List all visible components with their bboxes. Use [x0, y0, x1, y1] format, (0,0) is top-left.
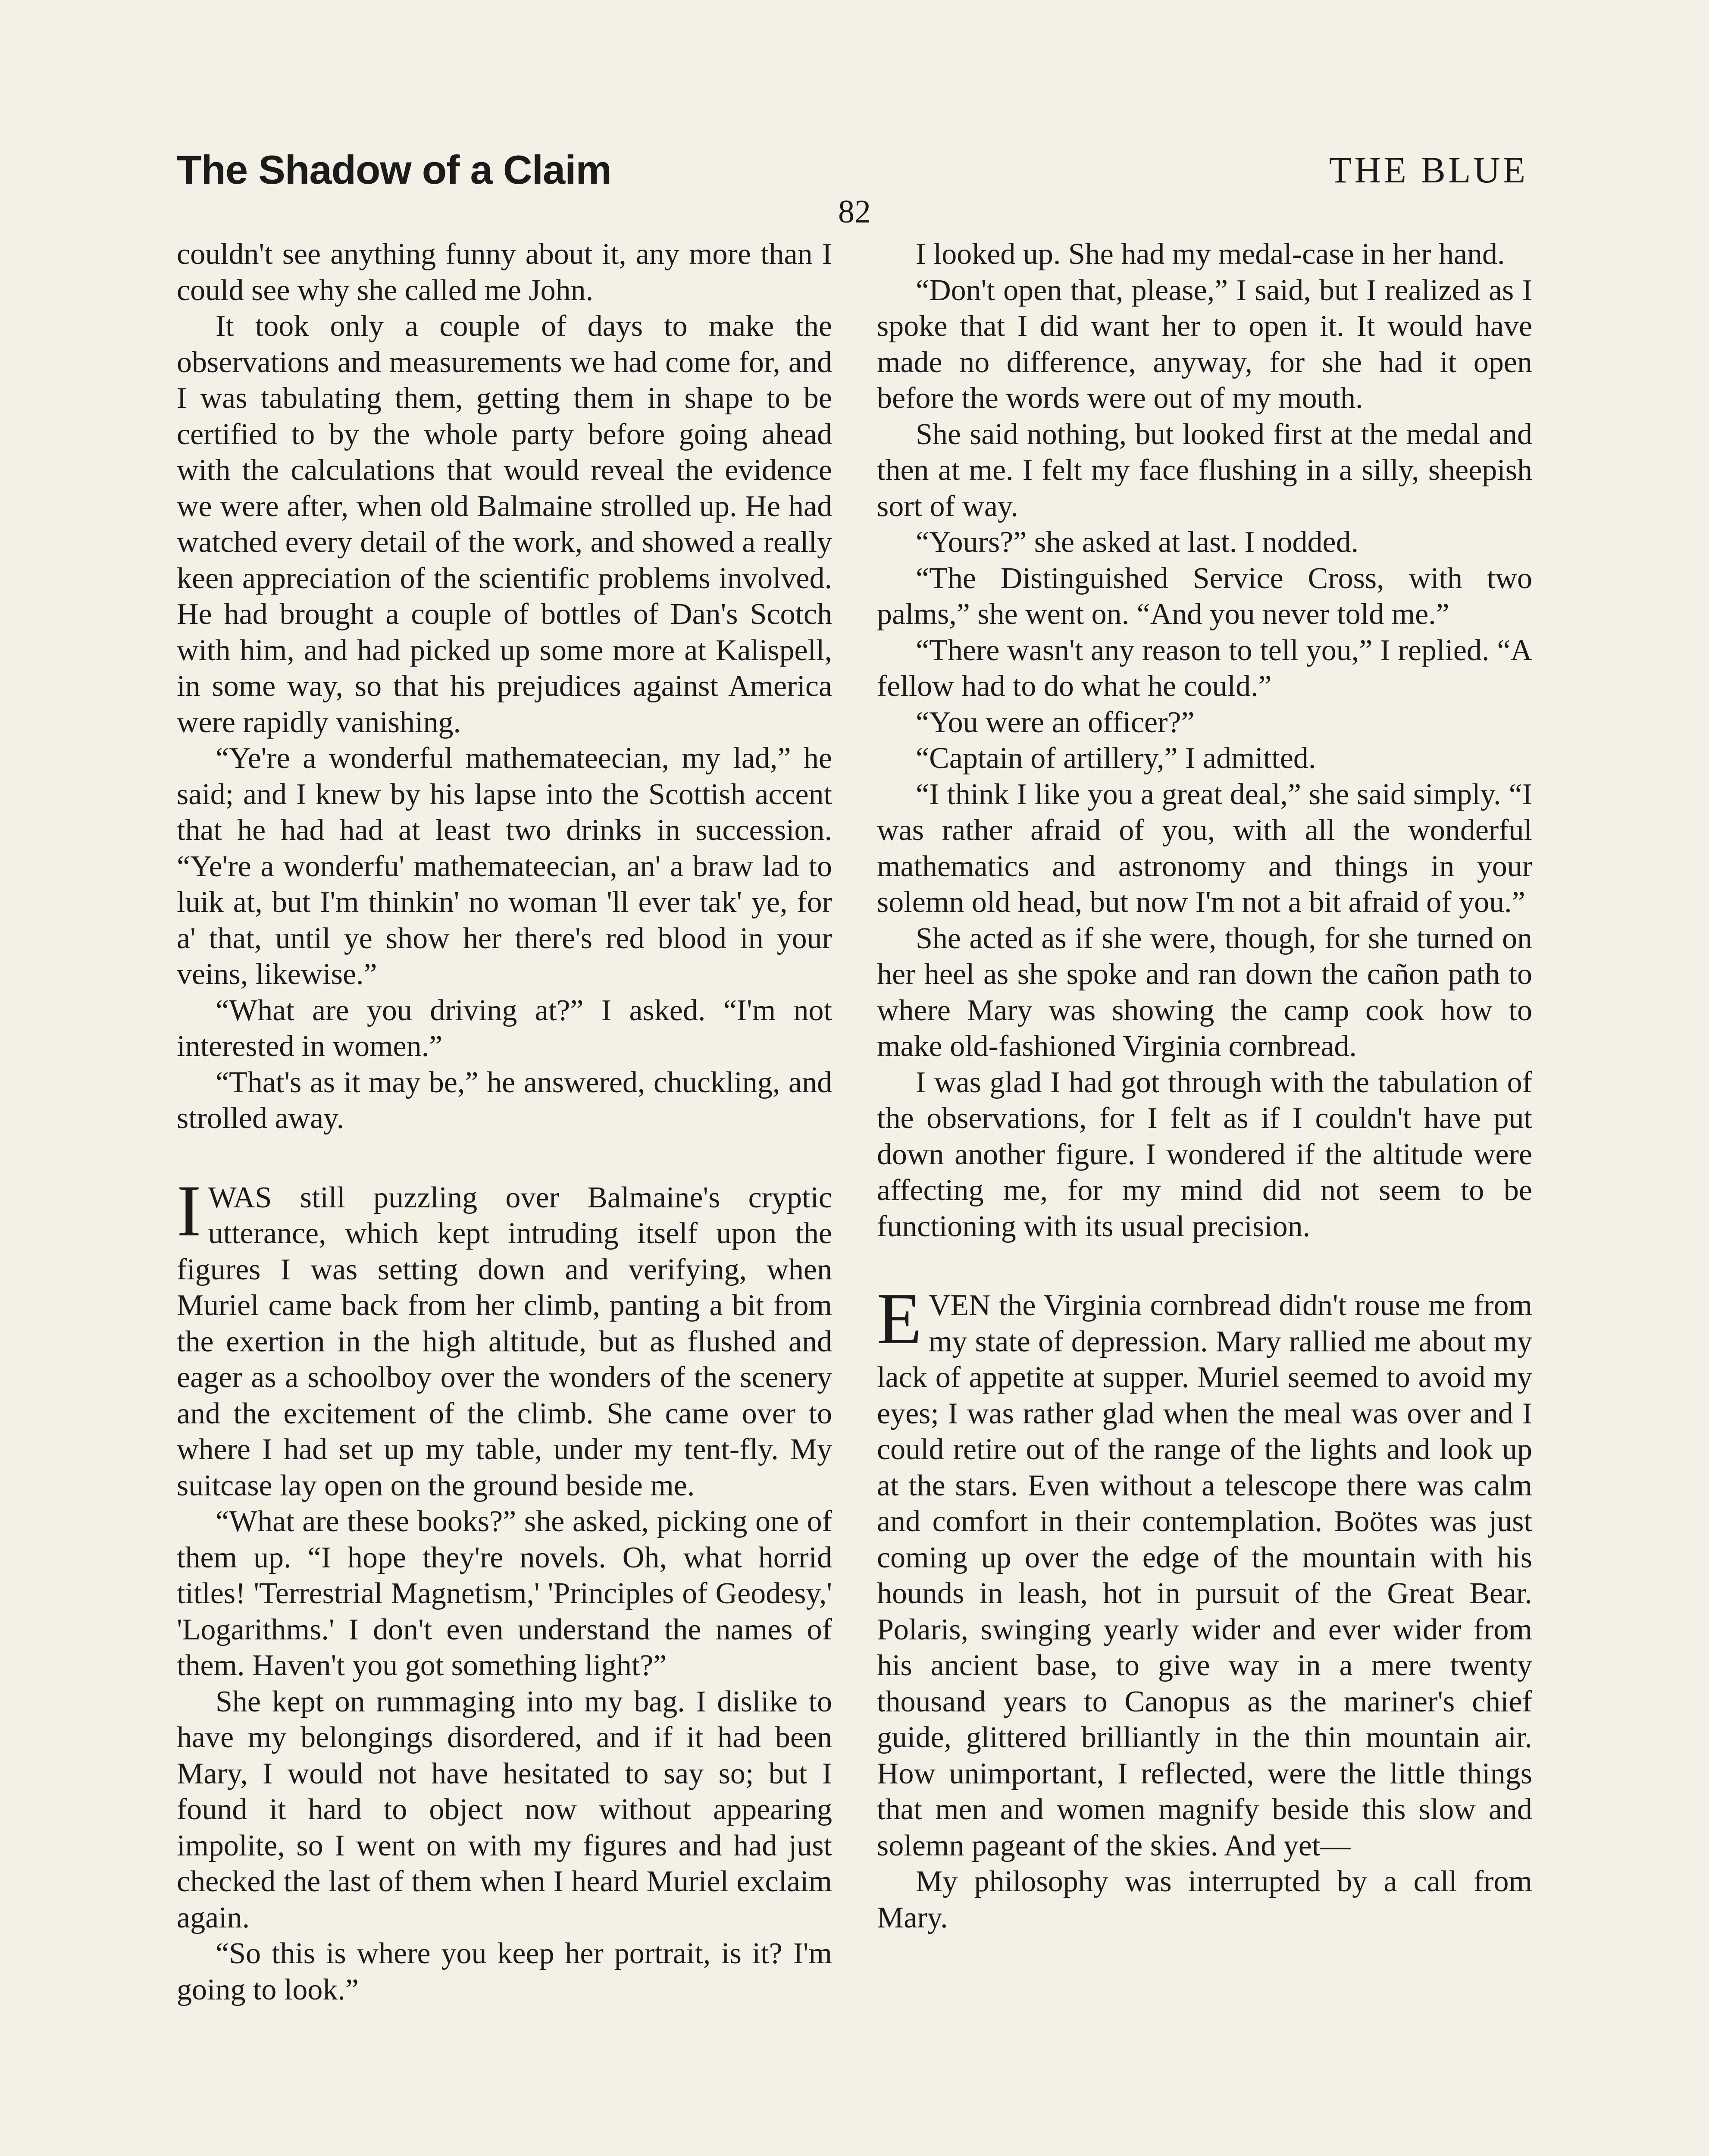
right-column: [877, 236, 1532, 1936]
drop-cap: E: [877, 1278, 922, 1359]
section-opening-text: WAS still puzzling over Balmaine's cryptic utterance, which kept intruding itself upon the figures I was setting down and verifying, when Muriel came back from her climb, panting a bit from the exertion in the high altitude, but as flushed and eager as a schoolboy over the wonders of the scenery and the excitement of the climb. She came over to where I had set up my table, under my tent-fly. My suitcase lay open on the ground beside me.: [177, 1181, 832, 1502]
story-title: The Shadow of a Claim: [177, 147, 611, 192]
left-column: [177, 236, 832, 2008]
section-opening-text: VEN the Virginia cornbread didn't rouse me from my state of depression. Mary rallied me about my lack of appetite at supper. Muriel seemed to avoid my eyes; I was rather glad when the meal was over and I could retire out of the range of the lights and look up at the stars. Even without a telescope there was calm and comfort in their contemplation. Boötes was just coming up over the edge of the mountain with his hounds in leash, hot in pursuit of the Great Bear. Polaris, swinging yearly wider and ever wider from his ancient base, to give way in a mere twenty thousand years to Canopus as the mariner's chief guide, glittered brilliantly in the thin mountain air. How unimportant, I reflected, were the little things that men and women magnify beside this slow and solemn pageant of the skies. And yet—: [877, 1289, 1532, 1862]
paragraph: “So this is where you keep her portrait, is it? I'm going to look.”: [177, 1937, 832, 2006]
magazine-name: THE BLUE: [1329, 149, 1528, 191]
paragraph: “Don't open that, please,” I said, but I realized as I spoke that I did want her to open it. It would have made no difference, anyway, for she had it open before the words were out of my mouth.: [877, 273, 1532, 415]
section-opening: [177, 1170, 832, 1504]
paragraph: My philosophy was interrupted by a call from Mary.: [877, 1865, 1532, 1934]
paragraph: “You were an officer?”: [916, 705, 1195, 739]
paragraph: “Yours?” she asked at last. I nodded.: [916, 526, 1359, 559]
drop-cap: I: [177, 1170, 201, 1251]
paragraph: She acted as if she were, though, for she turned on her heel as she spoke and ran down the cañon path to where Mary was showing the camp cook how to make old-fashioned Virginia cornbread.: [877, 921, 1532, 1063]
paragraph: She said nothing, but looked first at the medal and then at me. I felt my face flushing in a silly, sheepish sort of way.: [877, 417, 1532, 523]
paragraph: “I think I like you a great deal,” she said simply. “I was rather afraid of you, with all the wonderful mathematics and astronomy and things in your solemn old head, but now I'm not a bit afraid of you.”: [877, 777, 1532, 919]
paragraph: couldn't see anything funny about it, any more than I could see why she called me John.: [177, 238, 832, 307]
paragraph: “Ye're a wonderful mathemateecian, my lad,” he said; and I knew by his lapse into the Scottish accent that he had had at least two drinks in succession. “Ye're a wonderfu' mathemateecian, an' a braw lad to luik at, but I'm thinkin' no woman 'll ever tak' ye, for a' that, until ye show her there's red blood in your veins, likewise.”: [177, 742, 832, 991]
running-head: [177, 147, 1528, 198]
paragraph: “What are you driving at?” I asked. “I'm not interested in women.”: [177, 993, 832, 1063]
section-opening: [877, 1278, 1532, 1864]
paragraph: “That's as it may be,” he answered, chuckling, and strolled away.: [177, 1065, 832, 1135]
paragraph: I looked up. She had my medal-case in her hand.: [916, 238, 1505, 271]
paragraph: “What are these books?” she asked, picking one of them up. “I hope they're novels. Oh, what horrid titles! 'Terrestrial Magnetism,' 'Principles of Geodesy,' 'Logarithms.' I don't even understand the names of them. Haven't you got something light?”: [177, 1505, 832, 1682]
paragraph: It took only a couple of days to make the observations and measurements we had come for, and I was tabulating them, getting them in shape to be certified to by the whole party before going ahead with the calculations that would reveal the evidence we were after, when old Balmaine strolled up. He had watched every detail of the work, and showed a really keen appreciation of the scientific problems involved. He had brought a couple of bottles of Dan's Scotch with him, and had picked up some more at Kalispell, in some way, so that his prejudices against America were rapidly vanishing.: [177, 310, 832, 739]
paragraph: “The Distinguished Service Cross, with two palms,” she went on. “And you never told me.”: [877, 561, 1532, 631]
paragraph: “Captain of artillery,” I admitted.: [916, 742, 1316, 775]
paragraph: I was glad I had got through with the tabulation of the observations, for I felt as if I couldn't have put down another figure. I wondered if the altitude were affecting me, for my mind did not seem to be functioning with its usual precision.: [877, 1065, 1532, 1243]
paragraph: “There wasn't any reason to tell you,” I replied. “A fellow had to do what he could.”: [877, 633, 1532, 703]
paragraph: She kept on rummaging into my bag. I dislike to have my belongings disordered, and if it had been Mary, I would not have hesitated to say so; but I found it hard to object now without appearing impolite, so I went on with my figures and had just checked the last of them when I heard Muriel exclaim again.: [177, 1685, 832, 1934]
page-number: 82: [838, 194, 871, 230]
